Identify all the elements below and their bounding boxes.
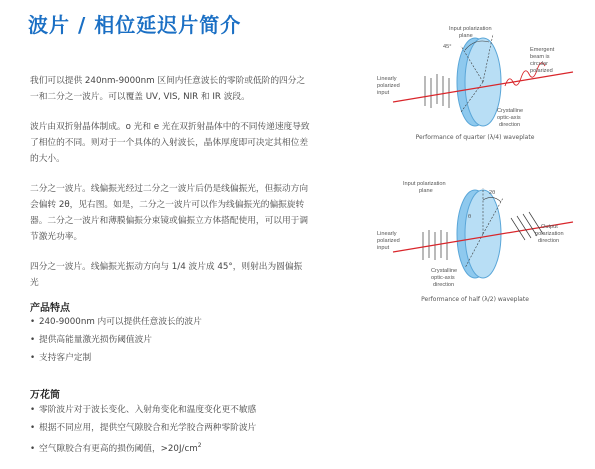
list-item: • 空气隙胶合有更高的损伤阈值，$>20J/cm^2$ xyxy=(30,442,202,454)
quarter-wave-paragraph: 四分之一波片。线偏振光振动方向与 1/4 波片成 45°，则射出为圆偏振光 xyxy=(30,262,303,288)
svg-text:polarized: polarized xyxy=(377,238,400,244)
svg-text:polarized: polarized xyxy=(530,68,553,74)
svg-text:Output: Output xyxy=(541,224,558,230)
wanhuatong-heading: 万花筒 xyxy=(30,390,60,401)
svg-text:Linearly: Linearly xyxy=(377,231,397,237)
list-item: • 支持客户定制 xyxy=(30,353,92,363)
half-waveplate-caption: Performance of half (λ/2) waveplate xyxy=(421,296,529,303)
half-waveplate-diagram xyxy=(375,178,575,290)
svg-text:Crystalline: Crystalline xyxy=(497,108,524,114)
quarter-waveplate-caption: Performance of quarter (λ/4) waveplate xyxy=(415,134,535,141)
svg-text:Crystalline: Crystalline xyxy=(431,268,458,274)
page-title: 波片 / 相位延迟片简介 xyxy=(28,13,242,37)
svg-text:optic-axis: optic-axis xyxy=(497,115,521,121)
features-heading: 产品特点 xyxy=(30,303,70,314)
wanhuatong-list xyxy=(30,401,350,458)
quarter-waveplate-figure xyxy=(375,24,575,149)
svg-text:polarized: polarized xyxy=(377,83,400,89)
half-waveplate-figure xyxy=(375,178,575,308)
list-item: • 零阶波片对于波长变化、入射角变化和温度变化更不敏感 xyxy=(30,405,257,415)
svg-text:input: input xyxy=(377,245,390,251)
svg-text:θ: θ xyxy=(468,214,472,220)
svg-text:plane: plane xyxy=(419,188,433,194)
list-item: • 240-9000nm 内可以提供任意波长的波片 xyxy=(30,317,202,327)
svg-text:beam is: beam is xyxy=(530,54,550,60)
half-wave-paragraph: 二分之一波片。线偏振光经过二分之一波片后仍是线偏振光，但振动方向会偏转 2θ，见右图。如是，二分之一波片可以作为线偏振光的偏振旋转器。二分之一波片和薄膜偏振分束镜或偏振立方体搭配使用，可以用于调节激光功率。 xyxy=(30,184,308,242)
svg-text:plane: plane xyxy=(459,33,473,39)
intro-paragraph: 我们可以提供 240nm-9000nm 区间内任意波长的零阶或低阶的四分之一和二分之一波片。可以覆盖 UV, VIS, NIR 和 IR 波段。 xyxy=(30,76,306,102)
svg-text:Emergent: Emergent xyxy=(530,47,555,53)
list-item: • 根据不同应用，提供空气隙胶合和光学胶合两种零阶波片 xyxy=(30,423,257,433)
list-item: • 提供高能量激光损伤阈值波片 xyxy=(30,335,152,345)
svg-text:polarization: polarization xyxy=(535,231,564,237)
intro-text xyxy=(30,73,310,305)
svg-text:optic-axis: optic-axis xyxy=(431,275,455,281)
quarter-waveplate-diagram xyxy=(375,24,575,136)
svg-text:input: input xyxy=(377,90,390,96)
svg-text:45°: 45° xyxy=(443,44,452,50)
svg-text:circular: circular xyxy=(530,61,549,67)
svg-text:2θ: 2θ xyxy=(489,190,496,196)
birefringence-paragraph: 波片由双折射晶体制成。o 光和 e 光在双折射晶体中的不同传递速度导致了相位的不同。则对于一个具体的入射波长，晶体厚度即可决定其相位差的大小。 xyxy=(30,122,310,164)
svg-text:direction: direction xyxy=(433,282,455,288)
svg-text:direction: direction xyxy=(499,122,521,128)
input-polarization-arrows xyxy=(425,74,449,108)
svg-text:Input polarization: Input polarization xyxy=(449,26,492,32)
svg-text:Input polarization: Input polarization xyxy=(403,181,446,187)
svg-text:direction: direction xyxy=(538,238,560,244)
svg-text:Linearly: Linearly xyxy=(377,76,397,82)
features-list xyxy=(30,313,350,367)
